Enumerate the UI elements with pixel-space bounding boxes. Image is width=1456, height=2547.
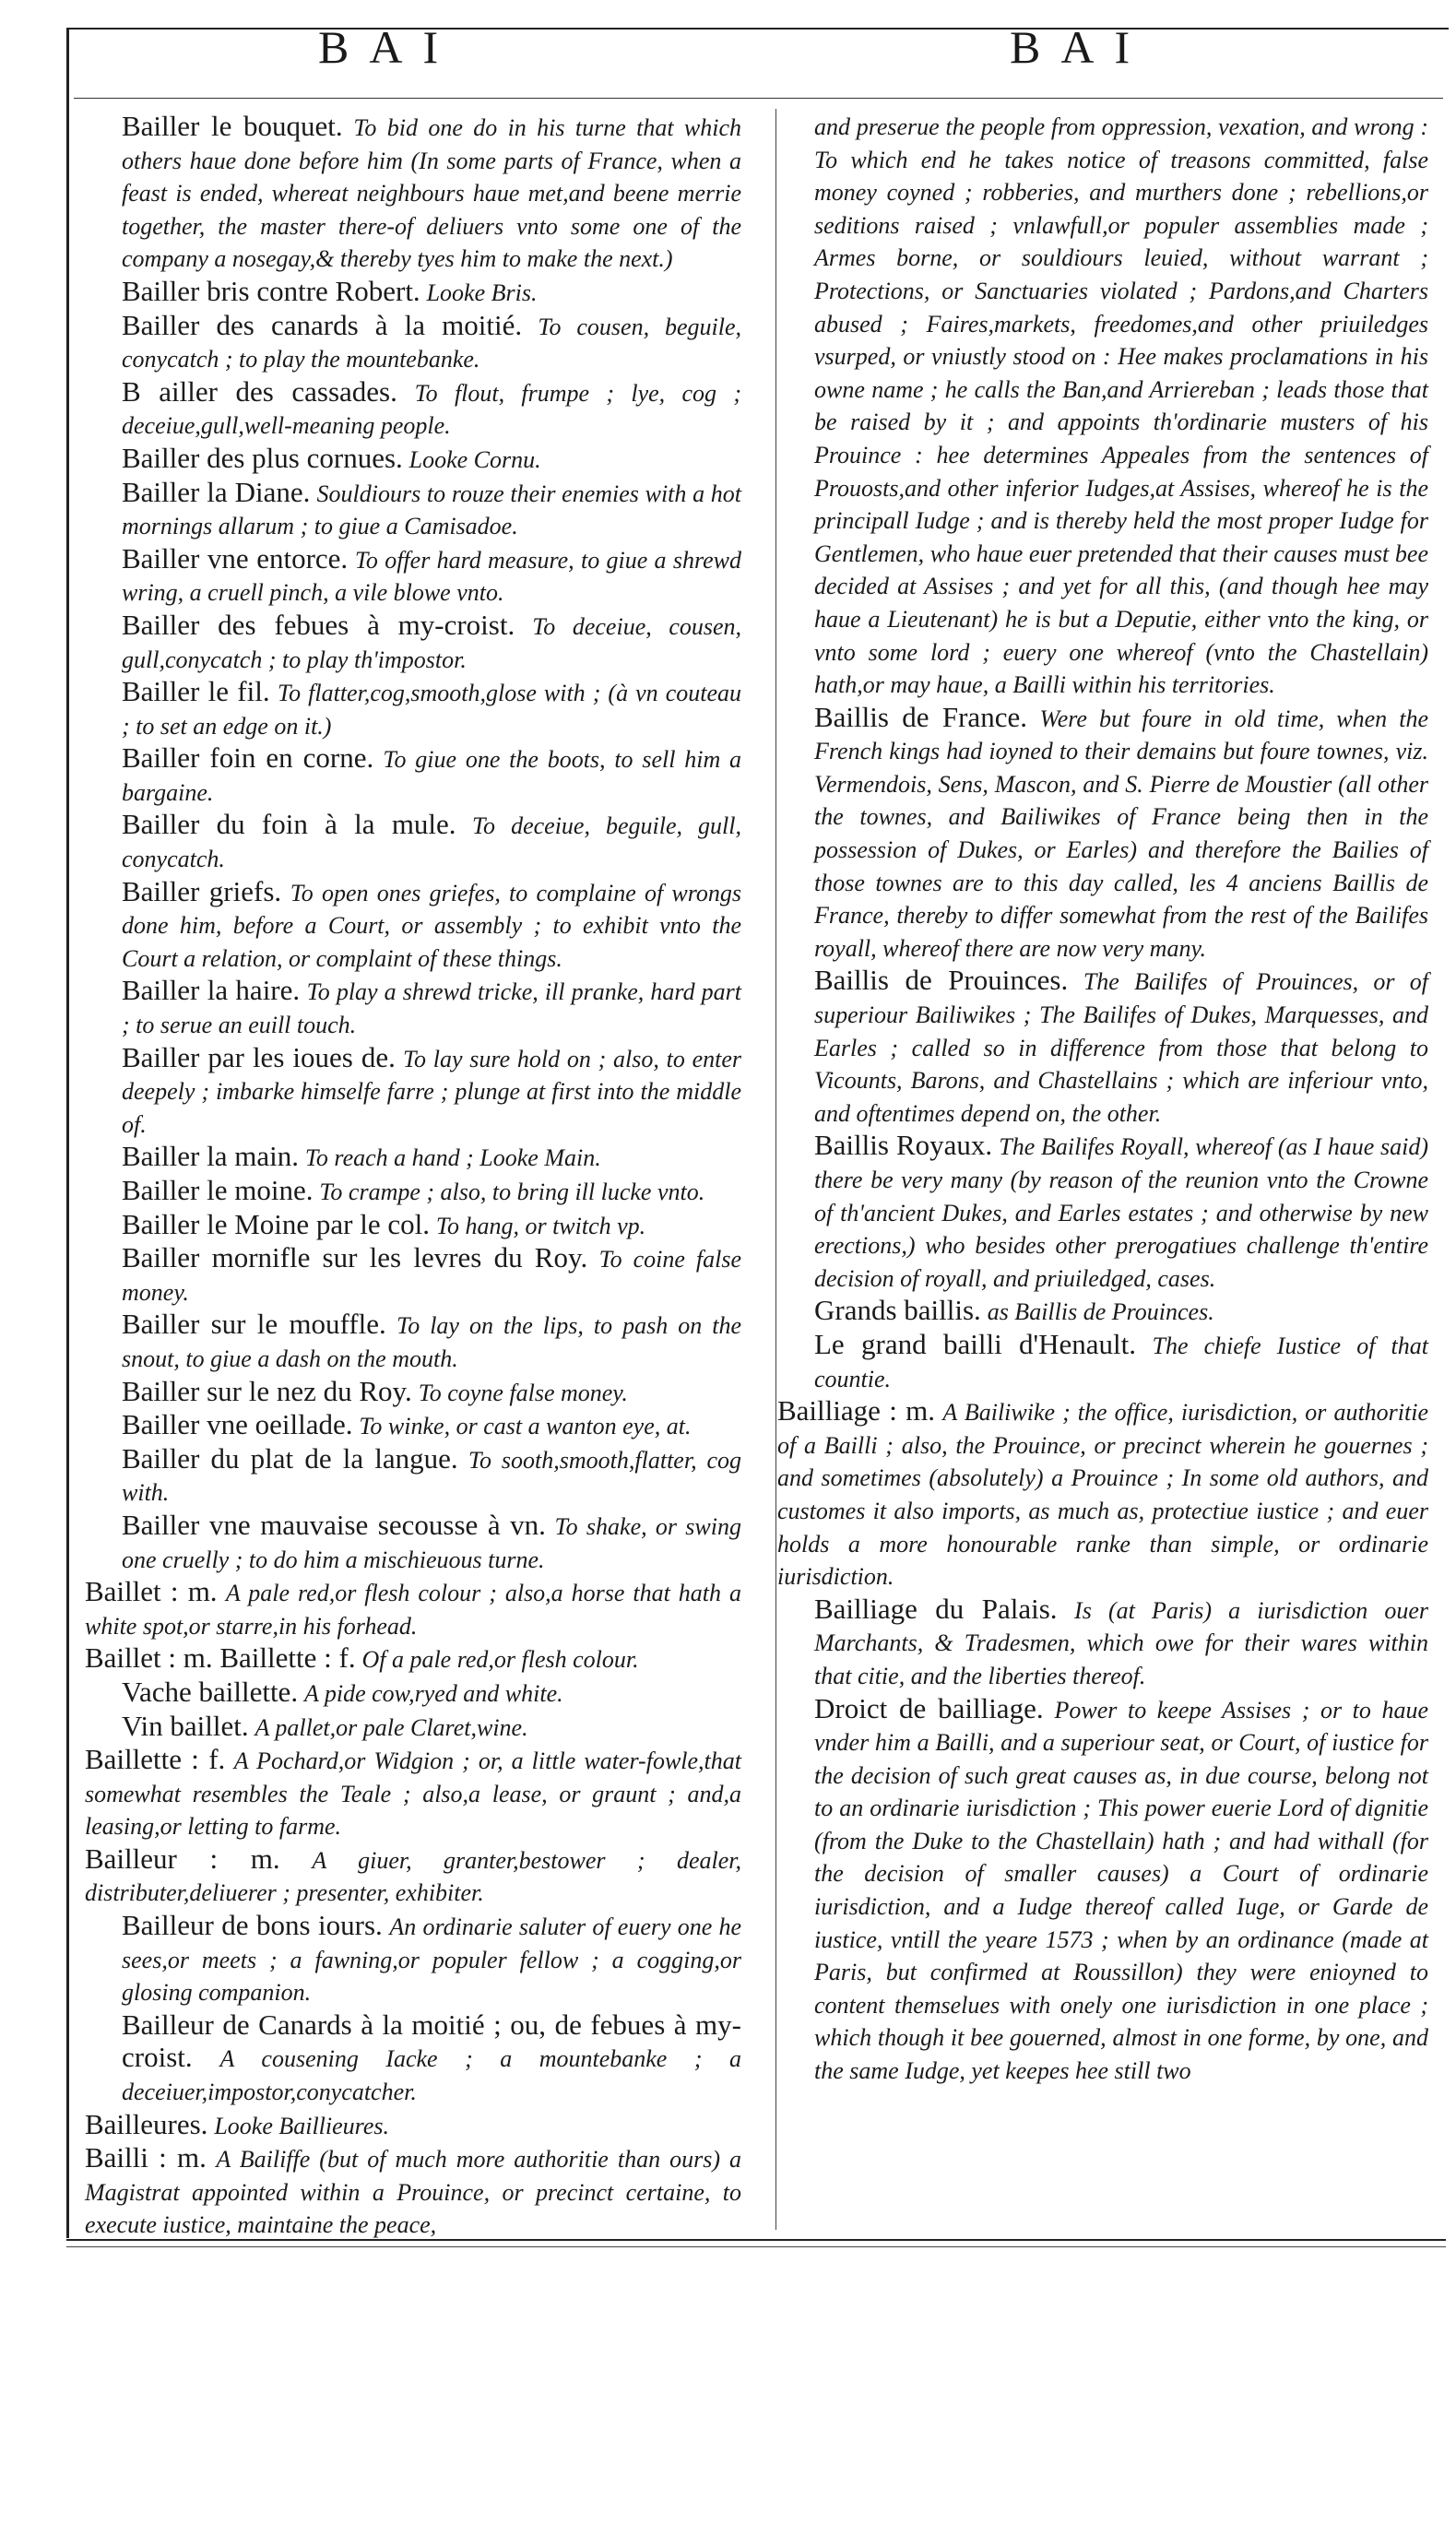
dictionary-entry [85,477,741,543]
entry-definition: To coyne false money. [418,1379,628,1406]
entry-headword: Bailler la Diane. [122,475,311,508]
dictionary-entry [85,1309,741,1375]
dictionary-entry [85,742,741,809]
dictionary-entry [85,1175,741,1209]
dictionary-entry [85,376,741,443]
entry-definition: Souldiours to rouze their enemies with a hot mornings allarum ; to giue a Camisadoe. [122,480,742,540]
entry-definition: Of a pale red,or flesh colour. [361,1646,639,1674]
entry-headword: Bailleures. [85,2107,208,2140]
dictionary-entry [777,1295,1428,1329]
dictionary-entry [85,1642,741,1676]
entry-definition: and preserue the people from oppression, vexation, and wrong : To which end he takes notice of treasons committed, false money coyned ; robberies, and murthers done ; rebellions,or seditions raised ; vnlawfull,or populer assemblies made ; Armes borne, or souldiours leuied, without warrant ; Protections, or Sanctuaries violated ; Pardons,and Charters abused ; Faires,markets, freedomes,and other priuiledges vsurped, or vniustly stood on : Hee makes proclamations in his owne name ; he calls the Ban,and Arriereban ; leads those that be raised by it ; and appoints th'ordinarie musters of his Prouince : hee determines Appeales from the sentences of Prouosts,and other inferior Iudges,at Assises, whereof he is the principall Iudge ; and is thereby held the most proper Iudge for Gentlemen, who haue euer pretended that their causes must bee decided at Assises ; and yet for all this, (and though hee may haue a Lieutenant) he is but a Deputie, either vnto the king, or vnto some lord ; euery one whereof (vnto the Chastellain) hath,or may haue, a Bailli within his territories. [814,113,1428,699]
entry-headword: Bailler sur le mouffle. [122,1308,386,1341]
dictionary-entry [777,1130,1428,1295]
entry-headword: Bailler du plat de la langue. [122,1441,458,1475]
entry-headword: Bailler des febues à my-croist. [122,608,515,641]
entry-headword: Bailler la haire. [122,974,301,1007]
running-head-left: BAI [318,21,459,73]
entry-headword: Bailleur de bons iours. [122,1909,383,1942]
entry-headword: Bailler le moine. [122,1174,314,1206]
entry-definition: To crampe ; also, to bring ill lucke vnto. [319,1179,705,1205]
dictionary-entry [85,1443,741,1510]
dictionary-entry [85,310,741,376]
entry-definition: To lay sure hold on ; also, to enter deepely ; imbarke himselfe farre ; plunge at first into the middle of. [122,1045,741,1138]
entry-headword: Bailler griefs. [122,874,282,907]
entry-definition: An ordinarie saluter of euery one he sees,or meets ; a fawning,or populer fellow ; a cogging,or glosing companion. [122,1913,741,2007]
entry-definition: A pide cow,ryed and white. [303,1679,563,1707]
entry-headword: Bailler mornifle sur les levres du Roy. [122,1241,588,1274]
entry-definition: Is (at Paris) a iurisdiction ouer Marchants, & Tradesmen, which owe for their wares within that citie, and the liberties thereof. [814,1596,1428,1689]
entry-definition: A giuer, granter,bestower ; dealer, distributer,deliuerer ; presenter, exhibiter. [85,1846,741,1907]
dictionary-entry [85,543,741,610]
entry-headword: Bailliage : m. [777,1394,935,1428]
dictionary-entry [85,276,741,310]
entry-definition: A pale red,or flesh colour ; also,a horse that hath a white spot,or starre,in his forhead. [85,1580,742,1640]
entry-headword: Bailler des plus cornues. [122,441,403,474]
entry-definition: Looke Bris. [426,278,538,306]
column-divider [775,109,776,2230]
dictionary-entry [85,443,741,477]
entry-definition: A Bailiffe (but of much more authoritie than ours) a Magistrat appointed within a Prouince, or precinct certaine, to execute iustice, maintaine the peace, [85,2146,742,2239]
dictionary-entry [85,2109,741,2143]
running-head-right: BAI [1010,21,1151,73]
entry-definition: To giue one the boots, to sell him a bargaine. [122,746,742,806]
left-column [85,111,741,2242]
entry-headword: Baillet : m. Baillette : f. [85,1641,356,1675]
dictionary-entry [85,2142,741,2242]
entry-headword: Bailler le fil. [122,675,270,708]
entry-definition: To flout, frumpe ; lye, cog ; deceiue,gull,well-meaning people. [122,379,742,440]
entry-definition: To lay on the lips, to pash on the snout, to giue a dash on the mouth. [122,1312,742,1372]
dictionary-entry [85,1711,741,1745]
entry-headword: Bailler vne entorce. [122,541,349,575]
entry-headword: Baillet : m. [85,1575,218,1608]
dictionary-entry [85,809,741,875]
dictionary-entry [85,1141,741,1175]
dictionary-entry [85,1242,741,1309]
entry-headword: Bailler la main. [122,1140,299,1173]
entry-definition: Were but foure in old time, when the French kings had ioyned to their demains but foure townes, viz. Vermendois, Sens, Mascon, and S. Pierre de Moustier (all other the townes, and Bailiwikes of France being then in the possession of Dukes, or Earles) and therefore the Bailies of those townes are to this day called, les 4 anciens Baillis de France, thereby to differ somewhat from the rest of the Bailifes royall, whereof there are now very many. [814,705,1428,962]
dictionary-entry [85,1209,741,1243]
dictionary-entry [85,1744,741,1843]
entry-definition: The Bailifes of Prouinces, or of superiour Bailiwikes ; The Bailifes of Dukes, Marquesses, and Earles ; called so in difference from those that belong to Vicounts, Barons, and Chastellains ; which are inferiour vnto, and oftentimes depend on, the other. [814,968,1428,1127]
entry-headword: Bailler le bouquet. [122,110,343,142]
entry-headword: Bailleur de Canards à la moitié ; ou, de febues à my-croist. [122,2008,741,2074]
dictionary-entry [777,965,1428,1130]
dictionary-entry [85,1409,741,1443]
entry-definition: as Baillis de Prouinces. [987,1298,1214,1326]
entry-headword: Bailleur : m. [85,1842,280,1875]
bottom-rule-inner [66,2246,1446,2247]
entry-headword: Baillette : f. [85,1743,226,1776]
entry-definition: Power to keepe Assises ; or to haue vnder him a Bailli, and a superiour seat, or Court, of iustice for the decision of such great causes as, in due course, belong not to an ordinarie iurisdiction ; This power euerie Lord of dignitie (from the Duke to the Chastellain) hath ; and had withall (for the decision of smaller causes) a Court of ordinarie iurisdiction, and a Iudge thereof called Iuge, or Garde de iustice, vntill the yeare 1573 ; when by an ordinance (made at Paris, but confirmed at Roussillon) they were enioyned to content themselues with onely one iurisdiction in one place ; which though it bee gouerned, almost in one forme, by one, and the same Iudge, yet keepes hee still two [814,1696,1428,2085]
entry-headword: Vin baillet. [122,1709,249,1742]
dictionary-entry [85,610,741,676]
dictionary-entry [777,1593,1428,1693]
dictionary-entry [85,1843,741,1910]
entry-definition: A Bailiwike ; the office, iurisdiction, or authoritie of a Bailli ; also, the Prouince, or precinct wherein he gouernes ; and sometimes (absolutely) a Prouince ; In some old authors, and customes it also imports, as much as, protectiue iustice ; and euer holds a more honourable ranke than simple, or ordinarie iurisdiction. [777,1399,1429,1591]
entry-definition: To hang, or twitch vp. [435,1212,646,1239]
dictionary-entry [85,2009,741,2109]
entry-headword: Bailler foin en corne. [122,741,374,775]
entry-headword: Bailler du foin à la mule. [122,808,456,841]
dictionary-entry [777,1395,1428,1593]
entry-definition: To winke, or cast a wanton eye, at. [359,1413,692,1440]
entry-definition: To flatter,cog,smooth,glose with ; (à vn couteau ; to set an edge on it.) [122,680,742,740]
entry-definition: To deceiue, beguile, gull, conycatch. [122,812,741,873]
dictionary-entry [777,1693,1428,2088]
entry-definition: To play a shrewd tricke, ill pranke, hard part ; to serue an euill touch. [122,978,742,1039]
entry-headword: Baillis de Prouinces. [814,964,1069,997]
entry-definition: A pallet,or pale Claret,wine. [255,1713,528,1741]
dictionary-entry [85,1042,741,1142]
dictionary-entry [85,1376,741,1410]
entry-definition: Looke Cornu. [408,445,541,473]
entry-definition: To open ones griefes, to complaine of wrongs done him, before a Court, or assembly ; to exhibit vnto the Court a relation, or complaint of these things. [122,879,741,972]
entry-headword: Bailler le Moine par le col. [122,1207,430,1240]
entry-headword: Bailler sur le nez du Roy. [122,1374,412,1407]
entry-headword: Le grand bailli d'Henault. [814,1327,1137,1360]
entry-headword: Baillis Royaux. [814,1129,993,1162]
entry-definition: Looke Baillieures. [214,2112,389,2139]
dictionary-entry [777,111,1428,702]
entry-definition: To coine false money. [122,1246,742,1306]
dictionary-entry [85,876,741,976]
entry-headword: Baillis de France. [814,700,1027,733]
dictionary-entry [85,676,741,742]
entry-definition: A cousening Iacke ; a mountebanke ; a deceiuer,impostor,conycatcher. [122,2045,741,2106]
entry-headword: Grands baillis. [814,1294,981,1327]
entry-headword: Bailler vne oeillade. [122,1408,353,1441]
entry-definition: To bid one do in his turne that which others haue done before him (In some parts of France, when a feast is ended, whereat neighbours haue met,and beene merrie together, the master there-of deliuers vnto some one of the company a nosegay,& thereby tyes him to make the next.) [122,114,742,273]
dictionary-entry [85,1510,741,1576]
entry-definition: A Pochard,or Widgion ; or, a little water-fowle,that somewhat resembles the Teale ; also,a lease, or graunt ; and,a leasing,or letting to farme. [85,1747,741,1841]
dictionary-entry [777,702,1428,965]
entry-definition: The chiefe Iustice of that countie. [814,1332,1428,1392]
entry-definition: To sooth,smooth,flatter, cog with. [122,1446,742,1507]
dictionary-entry [85,1676,741,1711]
dictionary-entry [85,975,741,1041]
entry-definition: To cousen, beguile, conycatch ; to play the mountebanke. [122,313,741,373]
entry-headword: B ailler des cassades. [122,374,397,408]
entry-headword: Bailliage du Palais. [814,1592,1058,1625]
dictionary-entry [85,111,741,276]
entry-definition: To deceiue, cousen, gull,conycatch ; to play th'impostor. [122,612,742,673]
right-column [777,111,1428,2088]
entry-definition: To reach a hand ; Looke Main. [304,1144,601,1172]
entry-headword: Bailli : m. [85,2141,207,2174]
entry-headword: Droict de bailliage. [814,1691,1044,1724]
header-rule [74,98,1443,99]
entry-headword: Bailler par les ioues de. [122,1040,396,1073]
entry-definition: To shake, or swing one cruelly ; to do him a mischieuous turne. [122,1512,741,1573]
entry-headword: Bailler bris contre Robert. [122,274,420,307]
entry-headword: Bailler vne mauvaise secousse à vn. [122,1508,546,1541]
dictionary-entry [85,1910,741,2009]
dictionary-entry [85,1576,741,1642]
entry-headword: Bailler des canards à la moitié. [122,308,523,341]
dictionary-entry [777,1329,1428,1395]
entry-headword: Vache baillette. [122,1675,299,1708]
entry-definition: To offer hard measure, to giue a shrewd wring, a cruell pinch, a vile blowe vnto. [122,546,741,607]
entry-definition: The Bailifes Royall, whereof (as I haue said) there be very many (by reason of the reunion vnto the Crowne of th'ancient Dukes, and Earles estates ; and otherwise by new erections,) who besides other prerogatiues challenge th'entire decision of royall, and priuiledged, cases. [814,1133,1429,1292]
